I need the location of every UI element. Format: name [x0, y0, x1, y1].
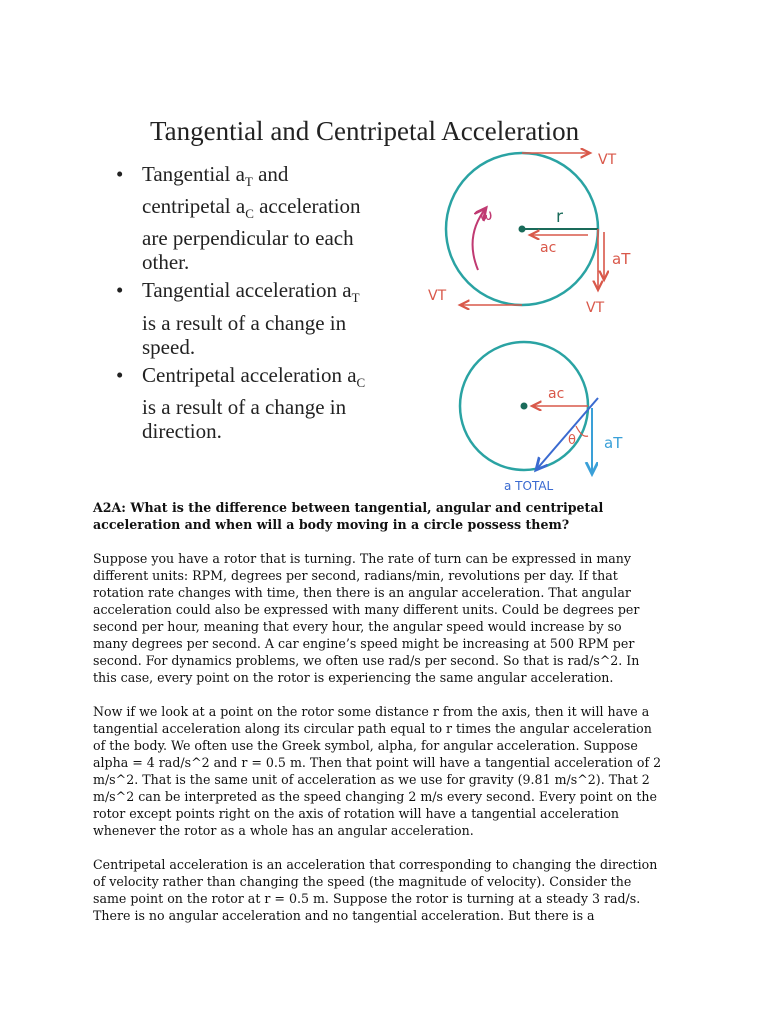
label-omega: ω [480, 206, 493, 224]
paragraph: Centripetal acceleration is an acceleration that corresponding to changing the direction of velocity rather than changing the speed (the magnitude of velocity). Consider the same point on the rotor at r = 0.5 m. Suppose the rotor is turning at a steady 3 rad/s. There is no angular acceleration and no tangential acceleration. But there is a [93, 857, 658, 923]
bullet-item: • Tangential $a_T$ and centripetal $a_C$ acceleration are perpendicular to each other. [116, 162, 361, 275]
paragraph: Now if we look at a point on the rotor some distance r from the axis, then it will have a tangential acceleration along its circular path equal to r times the angular acceleration of the body. We often use the Greek symbol, alpha, for angular acceleration. Suppose alpha = 4 rad/s^2 and r = 0.5 m. Then that point will have a tangential acceleration of 2 m/s^2. That is the same unit of acceleration as we use for gravity (9.81 m/s^2). That 2 m/s^2 can be interpreted as the speed changing 2 m/s every second. Every point on the rotor except points right on the axis of rotation will have a tangential acceleration whenever the rotor as a whole has an angular acceleration. [93, 704, 662, 838]
label-ac-top: ac [540, 240, 557, 256]
slide-bullet-list [116, 162, 366, 447]
acceleration-diagram [420, 140, 660, 500]
question-heading: A2A: What is the difference between tangential, angular and centripetal acceleration and when will a body moving in a circle possess them? [93, 500, 604, 532]
label-theta: θ [568, 433, 576, 448]
bullet-item: • Centripetal acceleration $a_C$ is a result of a change in direction. [116, 362, 366, 443]
label-at-bottom: aT [604, 434, 623, 452]
label-vt-top: VT [598, 152, 617, 168]
label-vt-bottom: VT [586, 300, 605, 316]
label-r: r [556, 207, 563, 227]
paragraph: Suppose you have a rotor that is turning. The rate of turn can be expressed in many different units: RPM, degrees per second, radians/min, revolutions per day. If that rotation rate changes with time, then there is an angular acceleration. That angular acceleration could also be expressed with many different units. Could be degrees per second per hour, meaning that every hour, the angular speed would increase by so many degrees per second. A car engine’s speed might be increasing at 500 RPM per second. For dynamics problems, we often use rad/s per second. So that is rad/s^2. In this case, every point on the rotor is experiencing the same angular acceleration. [93, 551, 640, 685]
label-ac-bottom: ac [548, 386, 565, 402]
label-vt-left: VT [428, 288, 447, 304]
label-atotal: a TOTAL [504, 479, 554, 493]
article-body [93, 499, 693, 941]
center-dot-bottom [521, 403, 528, 410]
slide-title: Tangential and Centripetal Acceleration [150, 116, 580, 146]
bullet-item: • Tangential acceleration $a_T$ is a result of a change in speed. [116, 278, 360, 359]
atotal-arrow [536, 398, 598, 470]
label-at-top: aT [612, 250, 631, 268]
